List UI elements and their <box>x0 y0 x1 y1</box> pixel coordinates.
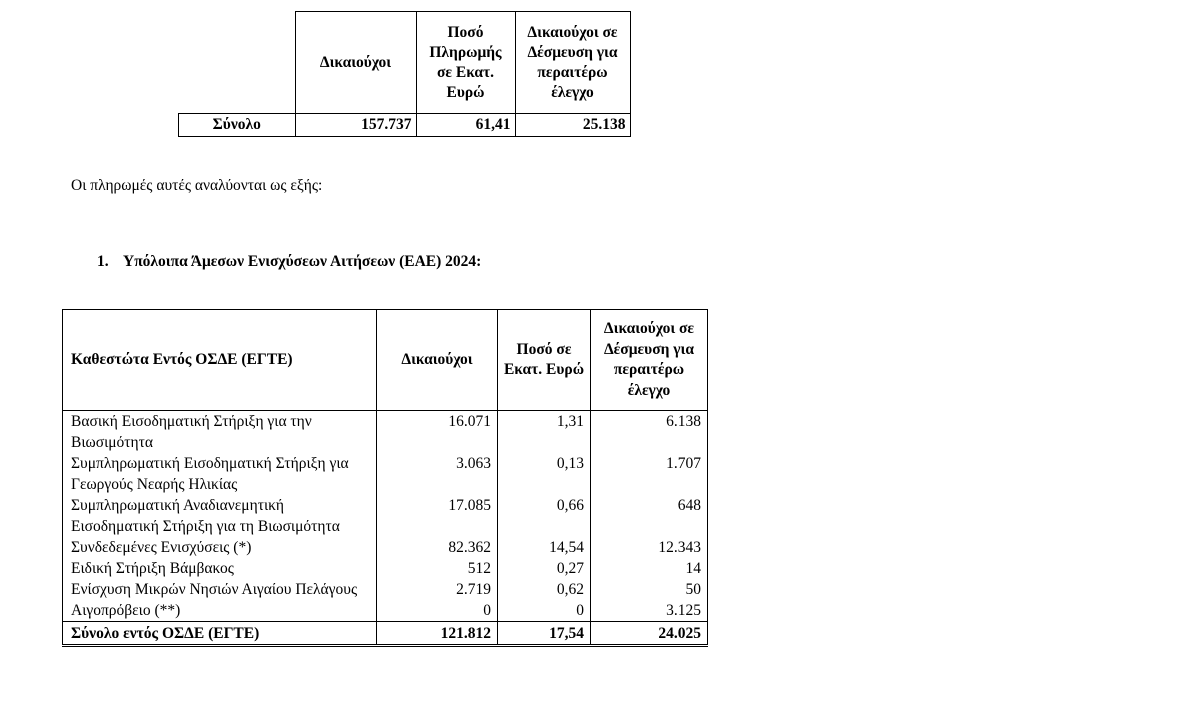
breakdown-total-beneficiaries: 121.812 <box>377 622 498 646</box>
row-amount: 1,31 <box>498 411 591 454</box>
row-label: Αιγοπρόβειο (**) <box>63 600 377 622</box>
row-pending: 6.138 <box>591 411 708 454</box>
breakdown-header-pending: Δικαιούχοι σε Δέσμευση για περαιτέρω έλεγχο <box>591 310 708 411</box>
row-beneficiaries: 16.071 <box>377 411 498 454</box>
row-amount: 14,54 <box>498 537 591 558</box>
row-amount: 0,62 <box>498 579 591 600</box>
section-heading <box>97 253 481 271</box>
row-beneficiaries: 3.063 <box>377 453 498 495</box>
row-label: Ειδική Στήριξη Βάμβακος <box>63 558 377 579</box>
summary-table <box>178 11 631 137</box>
section-title: Υπόλοιπα Άμεσων Ενισχύσεων Αιτήσεων (ΕΑΕ) 2024: <box>123 253 482 270</box>
table-row <box>63 600 708 622</box>
breakdown-header-beneficiaries: Δικαιούχοι <box>377 310 498 411</box>
intro-text: Οι πληρωμές αυτές αναλύονται ως εξής: <box>71 177 323 194</box>
row-amount: 0 <box>498 600 591 622</box>
table-row <box>63 558 708 579</box>
breakdown-total-pending: 24.025 <box>591 622 708 646</box>
row-amount: 0,66 <box>498 495 591 537</box>
row-pending: 50 <box>591 579 708 600</box>
row-label: Ενίσχυση Μικρών Νησιών Αιγαίου Πελάγους <box>63 579 377 600</box>
table-row <box>63 453 708 495</box>
row-label: Συμπληρωματική Εισοδηματική Στήριξη για Γεωργούς Νεαρής Ηλικίας <box>63 453 377 495</box>
row-amount: 0,27 <box>498 558 591 579</box>
breakdown-table <box>62 309 708 647</box>
summary-header-amount: Ποσό Πληρωμής σε Εκατ. Ευρώ <box>416 12 515 114</box>
row-pending: 14 <box>591 558 708 579</box>
row-amount: 0,13 <box>498 453 591 495</box>
row-pending: 1.707 <box>591 453 708 495</box>
table-row <box>63 579 708 600</box>
row-beneficiaries: 82.362 <box>377 537 498 558</box>
section-number: 1. <box>97 253 109 270</box>
row-label: Συμπληρωματική Αναδιανεμητική Εισοδηματική Στήριξη για τη Βιωσιμότητα <box>63 495 377 537</box>
table-row <box>63 537 708 558</box>
row-label: Βασική Εισοδηματική Στήριξη για την Βιωσιμότητα <box>63 411 377 454</box>
row-pending: 12.343 <box>591 537 708 558</box>
row-pending: 648 <box>591 495 708 537</box>
breakdown-header-row <box>63 310 708 411</box>
summary-total-pending: 25.138 <box>515 114 630 137</box>
summary-total-label: Σύνολο <box>179 114 296 137</box>
summary-header-beneficiaries: Δικαιούχοι <box>295 12 416 114</box>
row-beneficiaries: 17.085 <box>377 495 498 537</box>
summary-header-row <box>179 12 631 114</box>
summary-total-row <box>179 114 631 137</box>
row-label: Συνδεδεμένες Ενισχύσεις (*) <box>63 537 377 558</box>
breakdown-total-amount: 17,54 <box>498 622 591 646</box>
row-beneficiaries: 2.719 <box>377 579 498 600</box>
breakdown-header-scheme: Καθεστώτα Εντός ΟΣΔΕ (ΕΓΤΕ) <box>63 310 377 411</box>
summary-total-beneficiaries: 157.737 <box>295 114 416 137</box>
breakdown-total-row <box>63 622 708 646</box>
summary-header-pending: Δικαιούχοι σε Δέσμευση για περαιτέρω έλεγχο <box>515 12 630 114</box>
row-pending: 3.125 <box>591 600 708 622</box>
table-row <box>63 495 708 537</box>
row-beneficiaries: 512 <box>377 558 498 579</box>
row-beneficiaries: 0 <box>377 600 498 622</box>
breakdown-header-amount: Ποσό σε Εκατ. Ευρώ <box>498 310 591 411</box>
summary-total-amount: 61,41 <box>416 114 515 137</box>
breakdown-total-label: Σύνολο εντός ΟΣΔΕ (ΕΓΤΕ) <box>63 622 377 646</box>
table-row <box>63 411 708 454</box>
